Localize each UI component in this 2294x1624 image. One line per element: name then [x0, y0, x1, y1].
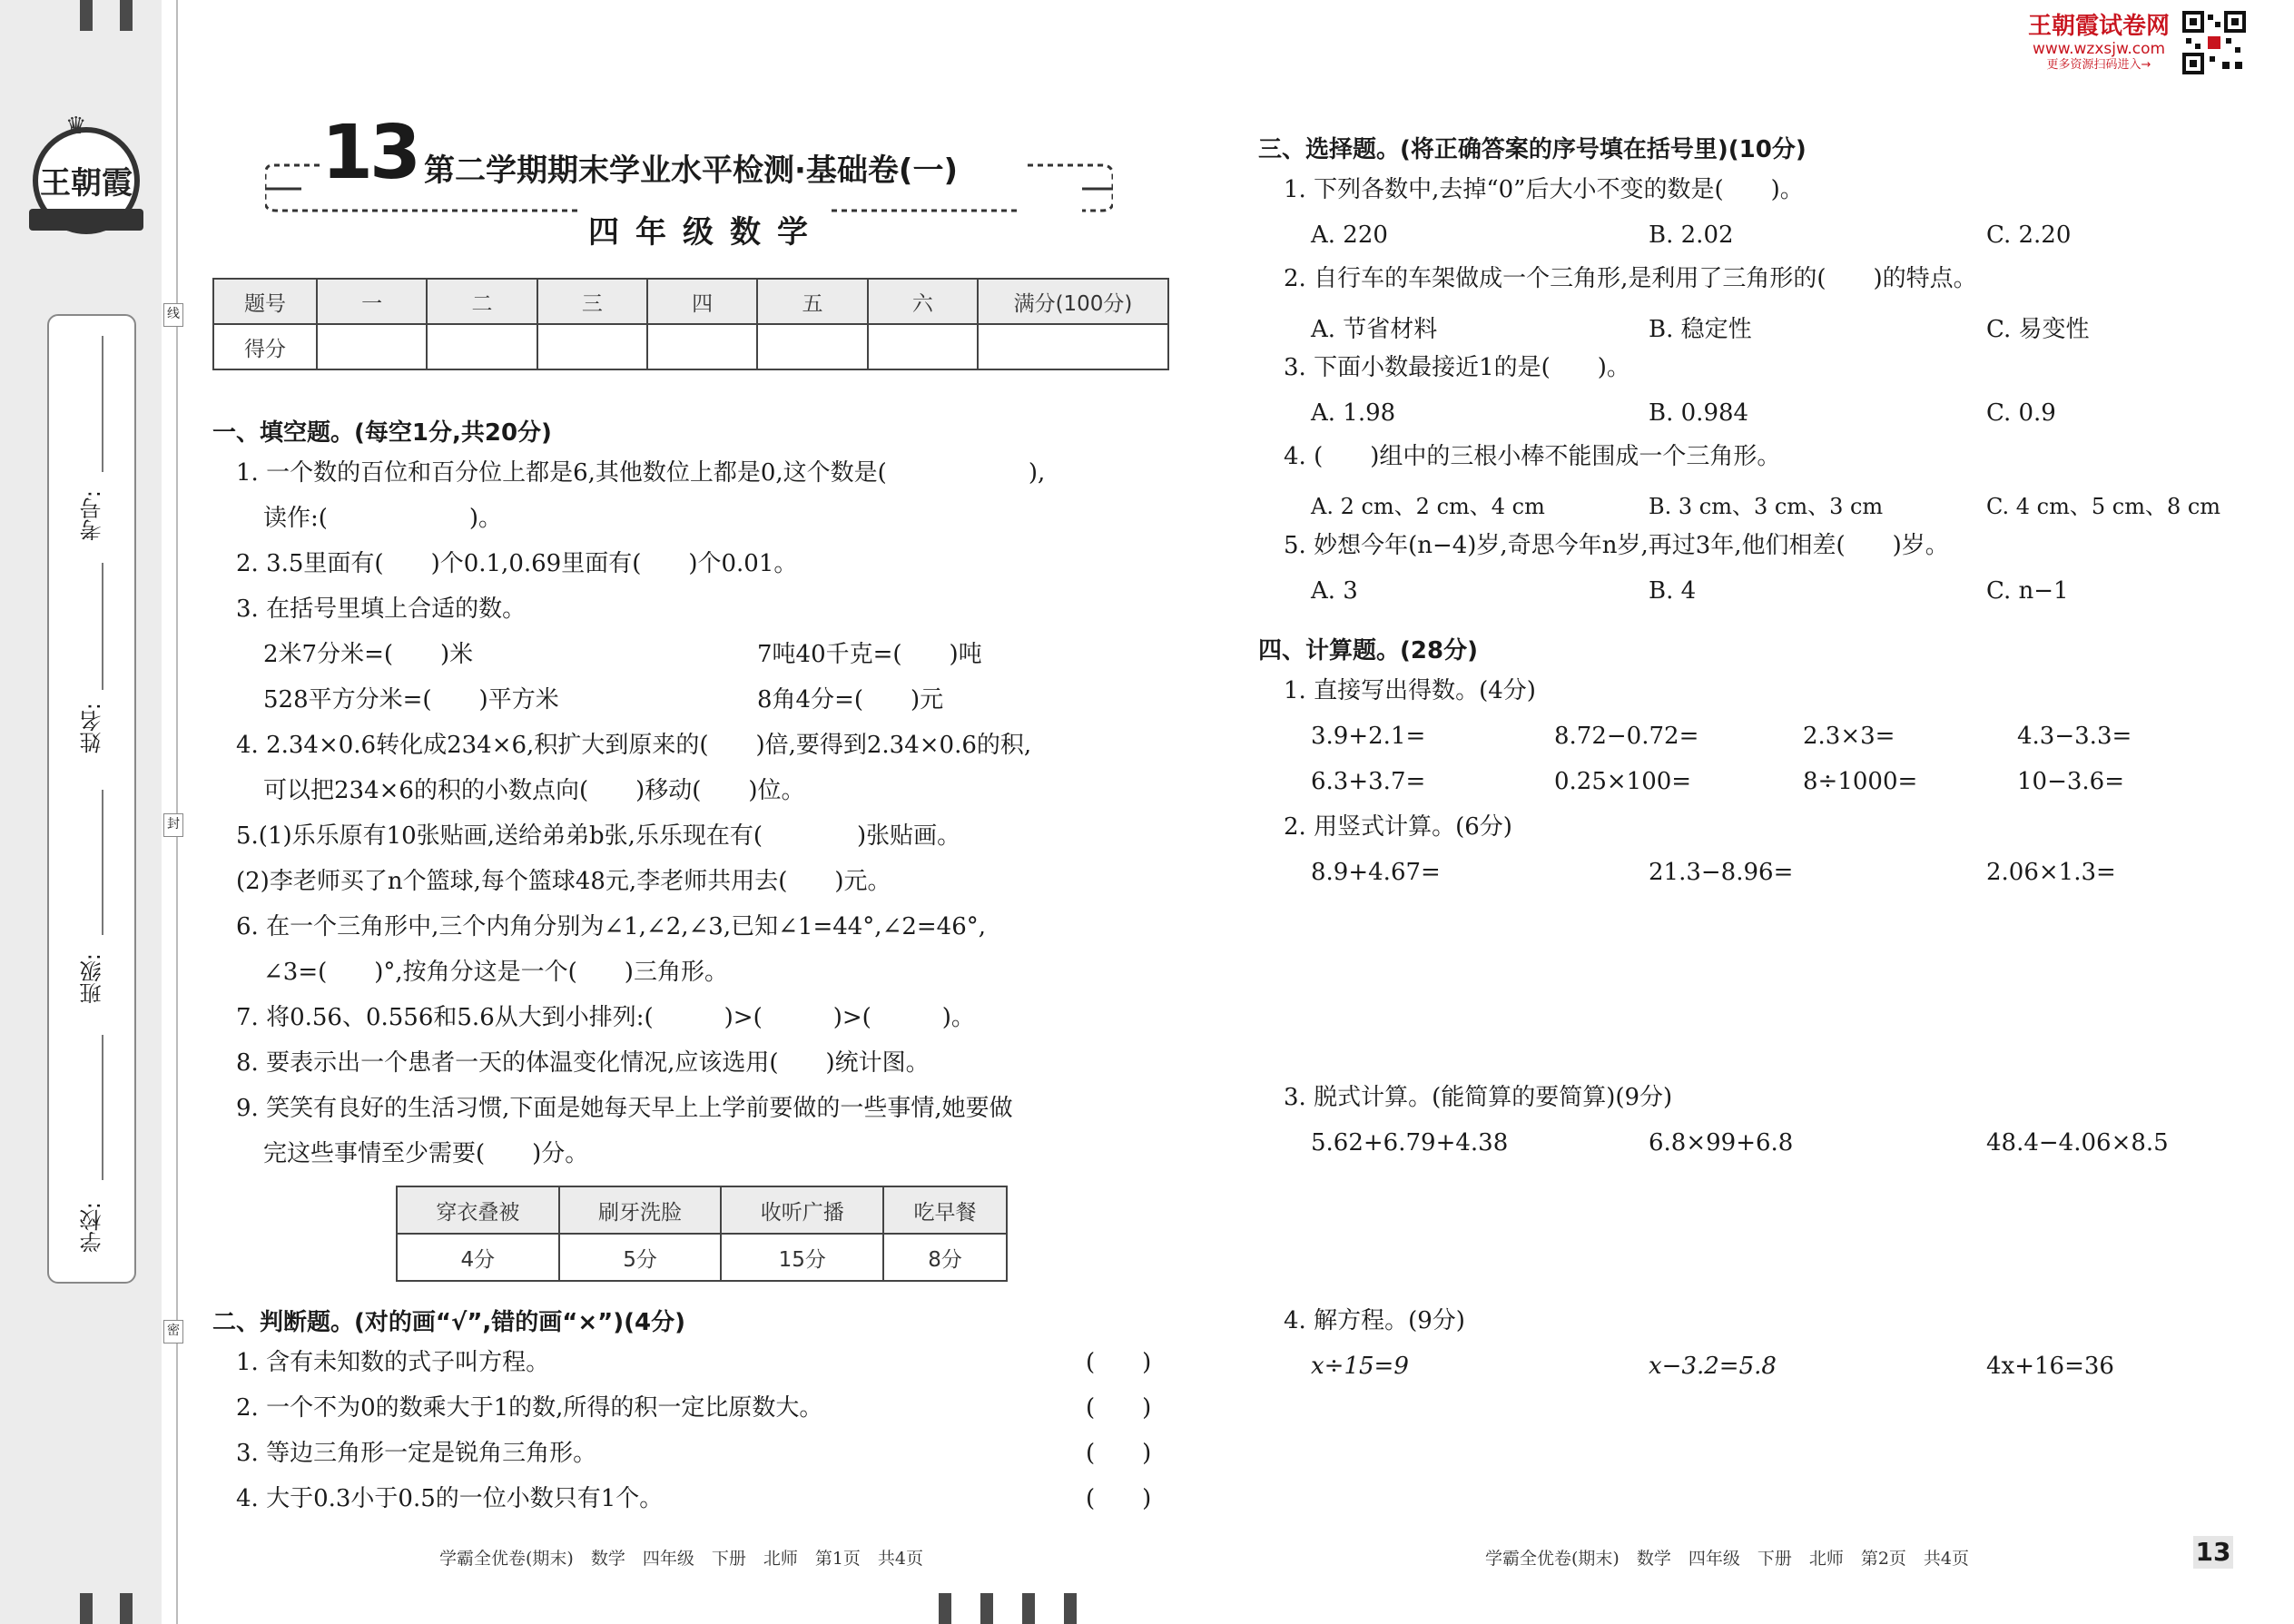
score-table	[212, 278, 1169, 370]
question-line: 9. 笑笑有良好的生活习惯,下面是她每天早上上学前要做的一些事情,她要做	[236, 1095, 1013, 1122]
choice-option[interactable]: B. 稳定性	[1649, 316, 1752, 343]
registration-mark	[120, 1593, 133, 1624]
calc-part-title: 4. 解方程。(9分)	[1284, 1307, 1465, 1334]
calc-part-title: 1. 直接写出得数。(4分)	[1284, 677, 1536, 704]
question-line: 2米7分米=( )米	[263, 641, 474, 668]
calc-part-title: 3. 脱式计算。(能简算的要简算)(9分)	[1284, 1084, 1673, 1111]
score-input-cell[interactable]	[868, 324, 978, 369]
paper-number: 13	[321, 110, 418, 196]
registration-mark	[1064, 1593, 1077, 1624]
calc-item: 5.62+6.79+4.38	[1311, 1129, 1509, 1156]
choice-option[interactable]: C. 4 cm、5 cm、8 cm	[1986, 494, 2221, 519]
score-table-row	[213, 324, 1168, 369]
choice-option[interactable]: A. 节省材料	[1311, 316, 1438, 343]
table-cell: 15分	[721, 1234, 883, 1281]
question-line: (2)李老师买了n个篮球,每个篮球48元,李老师共用去( )元。	[236, 868, 891, 895]
score-input-cell[interactable]	[647, 324, 757, 369]
score-cell: 满分(100分)	[978, 279, 1168, 324]
calc-item: 8÷1000=	[1803, 768, 1918, 795]
table-row	[397, 1186, 1007, 1234]
paper-subtitle: 四年级数学	[581, 207, 832, 251]
choice-option[interactable]: B. 3 cm、3 cm、3 cm	[1649, 494, 1884, 519]
judge-item: 3. 等边三角形一定是锐角三角形。	[236, 1440, 597, 1467]
choice-option[interactable]: C. 2.20	[1986, 221, 2072, 249]
calc-item: 4.3−3.3=	[2017, 723, 2132, 750]
registration-mark	[120, 0, 133, 31]
score-cell: 六	[868, 279, 978, 324]
qr-code-icon[interactable]	[2182, 11, 2246, 74]
equation-item: x÷15=9	[1311, 1353, 1409, 1380]
section4-heading: 四、计算题。(28分)	[1258, 637, 1478, 664]
judge-answer-paren[interactable]: ( )	[1086, 1485, 1152, 1512]
score-cell: 得分	[213, 324, 317, 369]
judge-answer-paren[interactable]: ( )	[1086, 1349, 1152, 1376]
exam-number-line[interactable]	[102, 336, 103, 472]
question-line: 5.(1)乐乐原有10张贴画,送给弟弟b张,乐乐现在有( )张贴画。	[236, 822, 961, 850]
school-line[interactable]	[102, 1035, 103, 1180]
brand-name: 王朝霞试卷网	[2028, 13, 2171, 40]
choice-option[interactable]: C. 0.9	[1986, 399, 2056, 427]
equation-item: x−3.2=5.8	[1649, 1353, 1777, 1380]
calc-item: 0.25×100=	[1554, 768, 1692, 795]
section1-heading: 一、填空题。(每空1分,共20分)	[212, 419, 552, 447]
table-cell: 8分	[883, 1234, 1007, 1281]
choice-option[interactable]: A. 2 cm、2 cm、4 cm	[1311, 494, 1545, 519]
crown-icon: ♛	[65, 113, 87, 140]
section2-heading: 二、判断题。(对的画“√”,错的画“×”)(4分)	[212, 1309, 685, 1336]
table-cell: 5分	[559, 1234, 722, 1281]
choice-option[interactable]: A. 220	[1311, 221, 1388, 249]
question-line: 4. 2.34×0.6转化成234×6,积扩大到原来的( )倍,要得到2.34×0.6的积,	[236, 732, 1032, 759]
calc-item: 8.72−0.72=	[1554, 723, 1699, 750]
registration-mark	[939, 1593, 951, 1624]
choice-question: 5. 妙想今年(n−4)岁,奇思今年n岁,再过3年,他们相差( )岁。	[1284, 532, 1949, 559]
choice-option[interactable]: B. 0.984	[1649, 399, 1749, 427]
name-line[interactable]	[102, 563, 103, 690]
question-line: 6. 在一个三角形中,三个内角分别为∠1,∠2,∠3,已知∠1=44°,∠2=46°,	[236, 913, 987, 940]
brand-tagline: 更多资源扫码进入→	[2046, 58, 2151, 72]
question-line: 可以把234×6的积的小数点向( )移动( )位。	[263, 777, 805, 804]
cut-mark: 封	[163, 813, 183, 837]
choice-option[interactable]: A. 3	[1311, 577, 1358, 605]
choice-option[interactable]: C. n−1	[1986, 577, 2069, 605]
score-input-cell[interactable]	[427, 324, 537, 369]
calc-item: 21.3−8.96=	[1649, 859, 1794, 886]
choice-option[interactable]: B. 4	[1649, 577, 1697, 605]
judge-item: 4. 大于0.3小于0.5的一位小数只有1个。	[236, 1485, 664, 1512]
score-table-header-row	[213, 279, 1168, 324]
score-cell: 一	[317, 279, 427, 324]
score-input-cell[interactable]	[537, 324, 647, 369]
score-input-cell[interactable]	[978, 324, 1168, 369]
paper-title: 第二学期期末学业水平检测·基础卷(一)	[424, 153, 958, 189]
score-cell: 题号	[213, 279, 317, 324]
table-cell: 4分	[397, 1234, 559, 1281]
exam-number-label: 考号:	[80, 490, 105, 542]
question-line: ∠3=( )°,按角分这是一个( )三角形。	[263, 959, 728, 986]
footer-left: 学霸全优卷(期末) 数学 四年级 下册 北师 第1页 共4页	[439, 1549, 924, 1569]
choice-question: 3. 下面小数最接近1的是( )。	[1284, 354, 1630, 381]
calc-item: 2.3×3=	[1803, 723, 1895, 750]
school-label: 学校:	[80, 1202, 105, 1254]
logo-ribbon	[29, 209, 143, 231]
section3-heading: 三、选择题。(将正确答案的序号填在括号里)(10分)	[1258, 136, 1807, 163]
table-row	[397, 1234, 1007, 1281]
question-line: 528平方分米=( )平方米	[263, 686, 559, 714]
choice-question: 4. ( )组中的三根小棒不能围成一个三角形。	[1284, 443, 1781, 470]
judge-answer-paren[interactable]: ( )	[1086, 1440, 1152, 1467]
score-cell: 五	[757, 279, 867, 324]
calc-item: 2.06×1.3=	[1986, 859, 2116, 886]
cut-mark: 密	[163, 1320, 183, 1343]
brand-url: www.wzxsjw.com	[2032, 40, 2166, 58]
calc-part-title: 2. 用竖式计算。(6分)	[1284, 813, 1512, 841]
question-line: 8. 要表示出一个患者一天的体温变化情况,应该选用( )统计图。	[236, 1049, 930, 1077]
judge-item: 1. 含有未知数的式子叫方程。	[236, 1349, 550, 1376]
question-line: 7吨40千克=( )吨	[757, 641, 982, 668]
calc-item: 3.9+2.1=	[1311, 723, 1426, 750]
score-cell: 三	[537, 279, 647, 324]
class-label: 班级:	[80, 953, 105, 1005]
calc-item: 6.3+3.7=	[1311, 768, 1426, 795]
equation-item: 4x+16=36	[1986, 1353, 2114, 1380]
page-number: 13	[2193, 1536, 2233, 1569]
question-line: 完这些事情至少需要( )分。	[263, 1140, 589, 1167]
judge-answer-paren[interactable]: ( )	[1086, 1394, 1152, 1422]
table-cell: 吃早餐	[883, 1186, 1007, 1234]
publisher-logo	[33, 113, 140, 234]
cut-mark: 线	[163, 303, 183, 327]
calc-item: 8.9+4.67=	[1311, 859, 1441, 886]
choice-option[interactable]: A. 1.98	[1311, 399, 1396, 427]
question-line: 读作:( )。	[263, 505, 503, 532]
logo-text: 王朝霞	[40, 165, 133, 202]
binding-rule	[176, 0, 178, 1624]
registration-mark	[80, 1593, 93, 1624]
calc-item: 48.4−4.06×8.5	[1986, 1129, 2169, 1156]
choice-question: 2. 自行车的车架做成一个三角形,是利用了三角形的( )的特点。	[1284, 265, 1977, 292]
calc-item: 10−3.6=	[2017, 768, 2125, 795]
table-cell: 穿衣叠被	[397, 1186, 559, 1234]
question-line: 3. 在括号里填上合适的数。	[236, 595, 527, 623]
judge-item: 2. 一个不为0的数乘大于1的数,所得的积一定比原数大。	[236, 1394, 823, 1422]
choice-option[interactable]: B. 2.02	[1649, 221, 1734, 249]
class-line[interactable]	[102, 790, 103, 935]
score-cell: 四	[647, 279, 757, 324]
score-input-cell[interactable]	[317, 324, 427, 369]
registration-mark	[80, 0, 93, 31]
calc-item: 6.8×99+6.8	[1649, 1129, 1794, 1156]
footer-right: 学霸全优卷(期末) 数学 四年级 下册 北师 第2页 共4页	[1485, 1549, 1970, 1569]
registration-mark	[1022, 1593, 1035, 1624]
activity-time-table	[396, 1186, 1008, 1282]
question-line: 1. 一个数的百位和百分位上都是6,其他数位上都是0,这个数是( ),	[236, 459, 1046, 487]
question-line: 8角4分=( )元	[757, 686, 944, 714]
brand-block	[2028, 13, 2170, 73]
registration-mark	[980, 1593, 993, 1624]
question-line: 2. 3.5里面有( )个0.1,0.69里面有( )个0.01。	[236, 550, 798, 577]
score-cell: 二	[427, 279, 537, 324]
name-label: 姓名:	[80, 703, 105, 754]
question-line: 7. 将0.56、0.556和5.6从大到小排列:( )>( )>( )。	[236, 1004, 975, 1031]
table-cell: 收听广播	[721, 1186, 883, 1234]
score-input-cell[interactable]	[757, 324, 867, 369]
choice-option[interactable]: C. 易变性	[1986, 316, 2090, 343]
choice-question: 1. 下列各数中,去掉“0”后大小不变的数是( )。	[1284, 176, 1804, 203]
table-cell: 刷牙洗脸	[559, 1186, 722, 1234]
student-info-box	[47, 314, 136, 1284]
